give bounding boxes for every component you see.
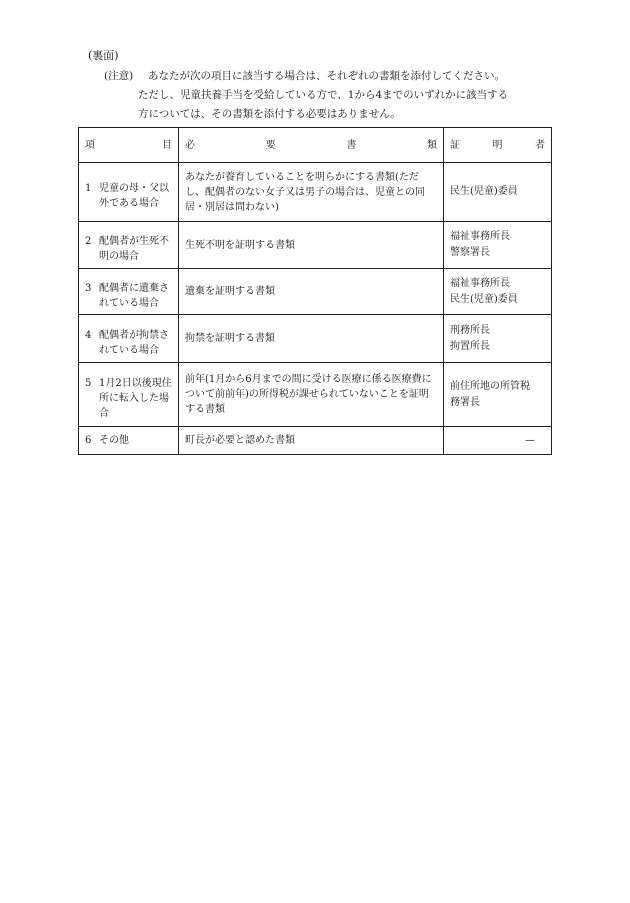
item-cell bbox=[79, 222, 179, 269]
cert-line: 務署長 bbox=[450, 396, 480, 408]
item-number: 5 bbox=[85, 378, 92, 389]
item-text: 配偶者が生死不明の場合 bbox=[99, 236, 169, 262]
item-cell bbox=[79, 363, 179, 427]
cert-line: 福祉事務所長 bbox=[450, 277, 510, 289]
cert-line: 民生(児童)委員 bbox=[450, 293, 518, 305]
cert-line: 警察署長 bbox=[450, 247, 490, 258]
note-label: (注意) bbox=[104, 70, 134, 82]
item-cell bbox=[79, 427, 179, 455]
page-heading: (裏面) bbox=[88, 49, 119, 62]
docs-cell: 前年(1月から6月までの間に受ける医療に係る医療費について前前年)の所得税が課せられていないことを証明する書類 bbox=[179, 363, 444, 427]
header-cert-char: 者 bbox=[535, 139, 545, 151]
required-documents-table bbox=[78, 127, 552, 455]
note-line-2: ただし、児童扶養手当を受給している方で、1から4までのいずれかに該当する bbox=[138, 89, 509, 101]
table-row bbox=[79, 269, 552, 315]
docs-cell: 生死不明を証明する書類 bbox=[179, 222, 444, 269]
header-docs-char: 要 bbox=[265, 139, 276, 151]
cert-cell bbox=[444, 269, 552, 315]
item-cell bbox=[79, 269, 179, 315]
attachment-note bbox=[104, 67, 564, 124]
cert-cell bbox=[444, 427, 552, 455]
header-docs-char: 必 bbox=[185, 139, 195, 151]
note-line-1: あなたが次の項目に該当する場合は、それぞれの書類を添付してください。 bbox=[148, 70, 505, 82]
header-cert-char: 証 bbox=[450, 139, 460, 151]
header-docs-char: 書 bbox=[346, 139, 357, 151]
item-text: 1月2日以後現住所に転入した場合 bbox=[99, 378, 172, 419]
header-docs bbox=[179, 128, 444, 163]
table-row bbox=[79, 163, 552, 222]
not-applicable-dash: — bbox=[525, 434, 535, 446]
table-row bbox=[79, 315, 552, 363]
docs-cell: 拘禁を証明する書類 bbox=[179, 315, 444, 363]
table-row bbox=[79, 222, 552, 269]
item-text: その他 bbox=[99, 435, 129, 446]
cert-line: 民生(児童)委員 bbox=[450, 186, 518, 197]
item-number: 3 bbox=[85, 282, 92, 294]
header-cert-char: 明 bbox=[492, 139, 503, 151]
item-text: 児童の母・父以外である場合 bbox=[99, 183, 169, 209]
item-number: 6 bbox=[85, 435, 92, 446]
docs-cell: あなたが養育していることを明らかにする書類(ただし、配偶者のない女子又は男子の場合は、児童との同居・別居は問わない) bbox=[179, 163, 444, 222]
item-cell bbox=[79, 163, 179, 222]
item-number: 2 bbox=[85, 236, 92, 247]
cert-line: 福祉事務所長 bbox=[450, 231, 510, 242]
cert-line: 拘置所長 bbox=[450, 340, 490, 352]
item-number: 4 bbox=[85, 329, 92, 341]
cert-cell bbox=[444, 222, 552, 269]
item-cell bbox=[79, 315, 179, 363]
cert-cell bbox=[444, 315, 552, 363]
header-cert bbox=[444, 128, 552, 163]
table-header-row bbox=[79, 128, 552, 163]
table-row bbox=[79, 427, 552, 455]
item-text: 配偶者に遺棄されている場合 bbox=[99, 282, 169, 309]
header-item bbox=[79, 128, 179, 163]
item-number: 1 bbox=[85, 183, 92, 194]
header-item-char: 項 bbox=[85, 139, 95, 151]
item-text: 配偶者が拘禁されている場合 bbox=[99, 329, 169, 356]
note-line-3: 方については、その書類を添付する必要はありません。 bbox=[138, 108, 401, 120]
docs-cell: 町長が必要と認めた書類 bbox=[179, 427, 444, 455]
docs-cell: 遺棄を証明する書類 bbox=[179, 269, 444, 315]
cert-cell bbox=[444, 363, 552, 427]
cert-cell bbox=[444, 163, 552, 222]
header-item-char: 目 bbox=[162, 139, 172, 151]
cert-line: 刑務所長 bbox=[450, 324, 490, 336]
table-row bbox=[79, 363, 552, 427]
cert-line: 前住所地の所管税 bbox=[450, 380, 530, 392]
header-docs-char: 類 bbox=[426, 139, 437, 151]
